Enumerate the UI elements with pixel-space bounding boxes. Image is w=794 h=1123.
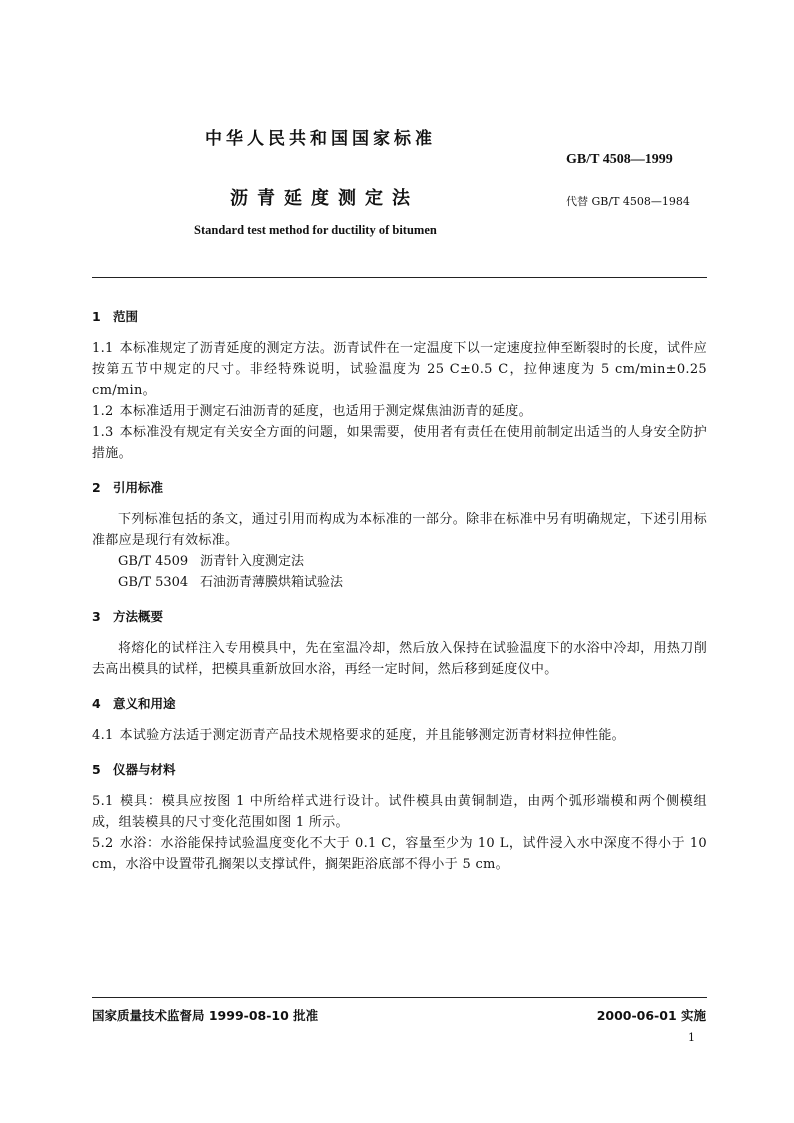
section-heading-scope: 1 范围 bbox=[92, 309, 139, 324]
clause-1-3: 1.3 本标准没有规定有关安全方面的问题，如果需要，使用者有责任在使用前制定出适当的人身安全防护措施。 bbox=[92, 425, 707, 461]
clause-1-1: 1.1 本标准规定了沥青延度的测定方法。沥青试件在一定温度下以一定速度拉伸至断裂时的长度，试件应按第五节中规定的尺寸。非经特殊说明，试验温度为 25 C±0.5 C，拉伸速度为 5 cm/min±0.25 cm/min。 bbox=[92, 341, 707, 398]
footer-divider bbox=[92, 997, 707, 998]
clause-5-1: 5.1 模具：模具应按图 1 中所给样式进行设计。试件模具由黄铜制造，由两个弧形端模和两个侧模组成，组装模具的尺寸变化范围如图 1 所示。 bbox=[92, 794, 707, 830]
clause-5-2: 5.2 水浴：水浴能保持试验温度变化不大于 0.1 C，容量至少为 10 L，试件浸入水中深度不得小于 10 cm，水浴中设置带孔搁架以支撑试件，搁架距浴底部不得小于 5 cm。 bbox=[92, 836, 707, 872]
references-intro: 下列标准包括的条文，通过引用而构成为本标准的一部分。除非在标准中另有明确规定，下述引用标准都应是现行有效标准。 bbox=[92, 512, 707, 548]
clause-1-2: 1.2 本标准适用于测定石油沥青的延度，也适用于测定煤焦油沥青的延度。 bbox=[92, 404, 532, 419]
header-divider bbox=[92, 277, 707, 278]
section-heading-method-summary: 3 方法概要 bbox=[92, 609, 164, 624]
page-number: 1 bbox=[688, 1031, 695, 1044]
reference-item: GB/T 4509 沥青针入度测定法 bbox=[118, 554, 305, 569]
section-heading-references: 2 引用标准 bbox=[92, 480, 164, 495]
replaces-standard: 代替 GB/T 4508—1984 bbox=[566, 195, 690, 208]
clause-4-1: 4.1 本试验方法适于测定沥青产品技术规格要求的延度，并且能够测定沥青材料拉伸性能。 bbox=[92, 728, 625, 743]
document-body bbox=[92, 306, 707, 875]
approval-line: 国家质量技术监督局 1999-08-10 批准 bbox=[92, 1008, 319, 1023]
method-summary-text: 将熔化的试样注入专用模具中，先在室温冷却，然后放入保持在试验温度下的水浴中冷却，用热刀削去高出模具的试样，把模具重新放回水浴，再经一定时间，然后移到延度仪中。 bbox=[92, 641, 707, 677]
effective-date: 2000-06-01 实施 bbox=[596, 1008, 706, 1023]
english-title: Standard test method for ductility of bitumen bbox=[194, 223, 437, 237]
standard-number: GB/T 4508—1999 bbox=[566, 152, 673, 167]
document-title: 沥青延度测定法 bbox=[230, 188, 419, 209]
section-heading-significance: 4 意义和用途 bbox=[92, 696, 176, 711]
reference-item: GB/T 5304 石油沥青薄膜烘箱试验法 bbox=[118, 575, 344, 590]
section-heading-apparatus: 5 仪器与材料 bbox=[92, 762, 176, 777]
national-standard-heading: 中华人民共和国国家标准 bbox=[205, 129, 436, 149]
